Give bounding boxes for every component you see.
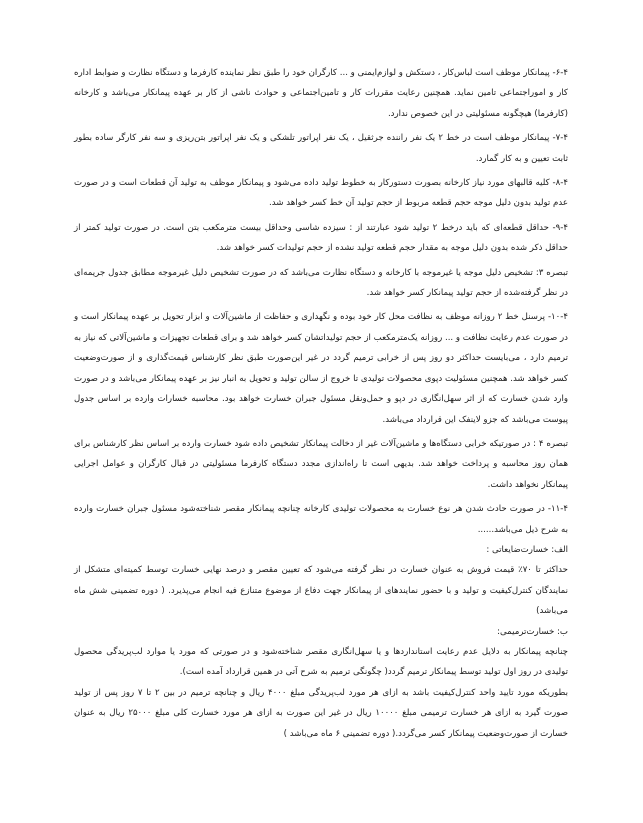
section-b-heading: ب: خسارت‌ترمیمی: xyxy=(497,626,568,637)
clause-4-8: ۸-۴- کلیه قالبهای مورد نیاز کارخانه بصورت دستورکار به خطوط تولید داده می‌شود و پیمانکار موظف به تولید آن قطعات است و در صورت عدم تولید بدون دلیل موجه حجم قطعه مربوط از حجم تولید آن خط کسر خواهد شد. xyxy=(74,178,568,209)
clause-4-10: ۱۰-۴- پرسنل خط ۲ روزانه موظف به نظافت محل کار خود بوده و نگهداری و حفاظت از ماشین‌آلات و ابزار تحویل بر عهده پیمانکار است و در صورت عدم رعایت نظافت و ... روزانه یک‌مترمکعب از حجم تولیداتشان کسر خواهد شد و برای قطعات تجهیزات و ماشین‌آلاتی که نیاز به ترمیم دارد ، می‌بایست حداکثر دو روز پس از خرابی ترمیم گردد در غیر این‌صورت طبق نظر کارشناس قیمت‌گذاری و از صورت‌وضعیت کسر خواهد شد. همچنین مسئولیت دپوی محصولات تولیدی تا خروج از سالن تولید و تحویل به انبار نیز بر عهده پیمانکار می‌باشد و در صورت وارد شدن خسارت که از اثر سهل‌انگاری در دپو و حمل‌ونقل مسئول جبران خسارت خواهد بود. محاسبه خسارات وارده بر اساس جدول پیوست می‌باشد که جزو لاینفک این قرارداد می‌باشد. xyxy=(74,312,568,425)
section-a-heading: الف: خسارت‌ضایعاتی : xyxy=(486,544,568,555)
section-a-text: حداکثر تا ۷۰٪ قیمت فروش به عنوان خسارت در نظر گرفته می‌شود که تعیین مقصر و درصد نهایی خسارت توسط کمیته‌ای متشکل از نمایندگان کنترل‌کیفیت و تولید و با حضور نمایندهای از پیمانکار جهت دفاع از موضوع متنازع فیه انجام می‌پذیرد. ( دوره تضمینی شش ماه می‌باشد) xyxy=(74,565,568,617)
document-page xyxy=(74,63,568,744)
section-b-text-2: بطوریکه مورد تایید واحد کنترل‌کیفیت باشد به ازای هر مورد لب‌پریدگی مبلغ ۴۰۰۰ ریال و چنانچه ترمیم در بین ۲ تا ۷ روز پس از تولید صورت گیرد به ازای هر خسارت ترمیمی مبلغ ۱۰۰۰۰ ریال در غیر این صورت به ازای هر مورد خسارت کلی مبلغ ۲۵۰۰۰ ریال به عنوان خسارت از صورت‌وضعیت پیمانکار کسر می‌گردد.( دوره تضمینی ۶ ماه می‌باشد ) xyxy=(74,687,568,739)
note-3: تبصره ۳: تشخیص دلیل موجه یا غیرموجه با کارخانه و دستگاه نظارت می‌باشد که در صورت تشخیص دلیل غیرموجه مطابق جدول جریمه‌ای در نظر گرفته‌شده از حجم تولید پیمانکار کسر خواهد شد. xyxy=(74,267,568,299)
clause-4-6: ۶-۴- پیمانکار موظف است لباس‌کار ، دستکش و لوازم‌ایمنی و ... کارگران خود را طبق نظر نماینده کارفرما و دستگاه نظارت و ضوابط اداره کار و اموراجتماعی تامین نماید. همچنین رعایت مقررات کار و تامین‌اجتماعی و حوادث ناشی از کار بر عهده پیمانکار می‌باشد و کارخانه (کارفرما) هیچگونه مسئولیتی در این خصوص ندارد. xyxy=(74,68,568,119)
clause-4-9: ۹-۴- حداقل قطعه‌ای که باید درخط ۲ تولید شود عبارتند از : سیزده شاسی وحداقل بیست مترمکعب بتن است. در صورت تولید کمتر از حداقل ذکر شده بدون دلیل موجه به مقدار حجم قطعه تولید نشده از حجم تولیدات کسر خواهد شد. xyxy=(74,222,568,254)
section-b-text-1: چنانچه پیمانکار به دلایل عدم رعایت استانداردها و یا سهل‌انگاری مقصر شناخته‌شود و در صورتی که مورد یا موارد لب‌پریدگی محصول تولیدی در روز اول تولید توسط پیمانکار ترمیم گردد( چگونگی ترمیم به شرح آتی در همین قرارداد آمده است). xyxy=(74,646,568,678)
clause-4-11: ۱۱-۴- در صورت حادث شدن هر نوع خسارت به محصولات تولیدی کارخانه چنانچه پیمانکار مقصر شناخته‌شود مسئول جبران خسارت وارده به شرح ذیل می‌باشد...... xyxy=(74,504,568,535)
note-4: تبصره ۴ : در صورتیکه خرابی دستگاه‌ها و ماشین‌آلات غیر از دخالت پیمانکار تشخیص داده شود خسارت وارده بر اساس نظر کارشناس برای همان روز محاسبه و پرداخت خواهد شد. بدیهی است تا راه‌اندازی مجدد دستگاه کارفرما مسئولیتی در قبال کارگران و عوامل اجرایی پیمانکار نخواهد داشت. xyxy=(74,438,568,490)
clause-4-7: ۷-۴- پیمانکار موظف است در خط ۲ یک نفر راننده جرثقیل ، یک نفر اپراتور تلشکی و یک نفر اپراتور بتن‌ریزی و سه نفر کارگر ساده بطور ثابت تعیین و به کار گمارد. xyxy=(74,133,568,164)
